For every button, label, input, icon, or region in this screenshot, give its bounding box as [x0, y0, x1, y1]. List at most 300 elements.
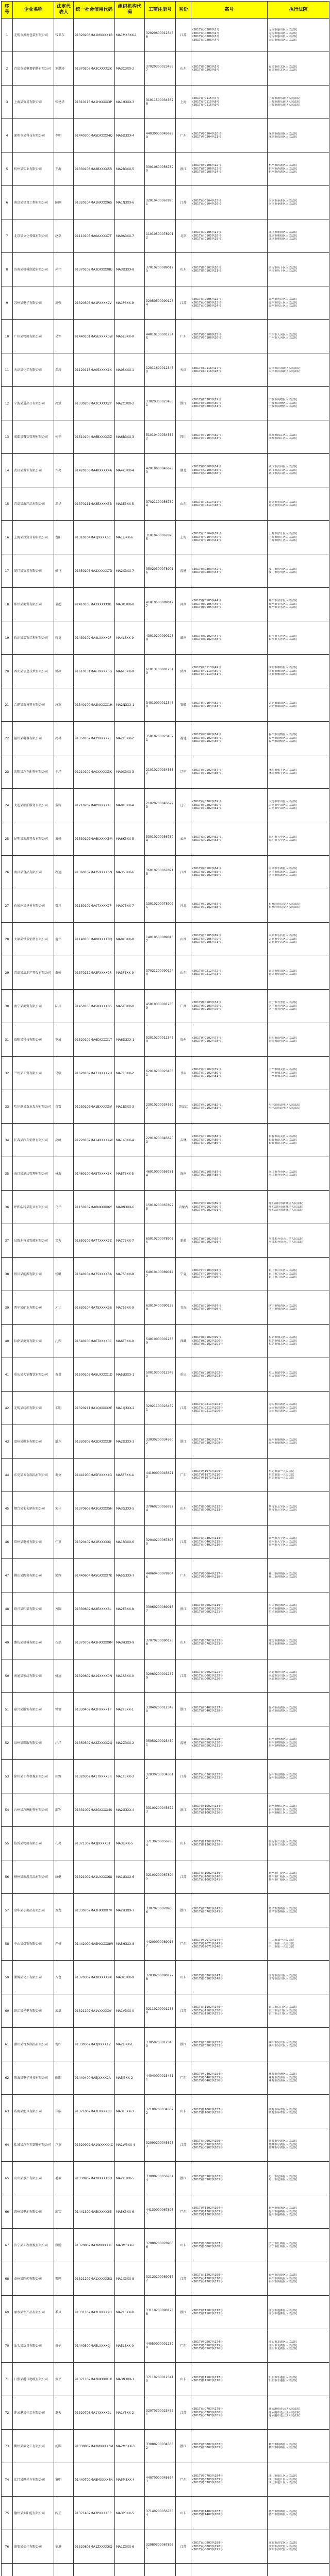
case-number: (2017)甘0102执81号: [192, 1075, 221, 1078]
row-legal-rep: 吴军: [54, 320, 74, 353]
row-province: [176, 2564, 191, 2576]
row-company-name: 银川某能源有限公司: [13, 1258, 54, 1291]
row-credit-code: 91150102MA0NXXXX6Y: [74, 1191, 115, 1224]
row-serial: 3: [2, 86, 13, 119]
row-province: 甘肃: [176, 1057, 191, 1090]
case-number: (2017)沪0104执39号: [192, 532, 221, 536]
row-org-code: MA3L3XX-3: [115, 2095, 145, 2128]
case-number: (2017)川0104执32号: [192, 433, 221, 437]
row-company-name: 天津某化工有限公司: [13, 353, 54, 387]
row-serial: 58: [2, 1927, 13, 1961]
row-legal-rep: 秦岭: [54, 956, 74, 990]
row-company-name: 沈阳某汽车配件有限公司: [13, 755, 54, 789]
case-number: (2017)新0102执92号: [192, 1237, 221, 1241]
court-name: 济南市历下区人民法院: [269, 266, 298, 269]
case-number: (2017)黑0102执82号: [192, 1103, 221, 1107]
row-province: 广东: [176, 2463, 191, 2497]
row-case-numbers: [191, 320, 268, 353]
row-org-code: MA3X3XX-8: [115, 588, 145, 621]
row-legal-rep: 程远: [54, 856, 74, 889]
row-legal-rep: 罗成: [54, 1023, 74, 1057]
row-serial: 74: [2, 2463, 13, 2497]
court-name: 大连市中山区人民法院: [269, 800, 298, 804]
case-number: (2017)浙0203执29号: [192, 398, 221, 402]
case-number: (2017)浙0402执127号: [192, 1706, 223, 1709]
court-name: 深圳市福田区人民法院: [269, 132, 298, 135]
row-case-numbers: [191, 1526, 268, 1559]
row-credit-code: 91350502MA2ZXXXX2Q: [74, 1726, 115, 1760]
court-name: 中山市第一人民法院: [269, 1945, 294, 1949]
court-name: 淮安市淮安区人民法院: [269, 2545, 298, 2548]
row-case-numbers: [191, 186, 268, 219]
case-number: (2017)宁0104执96号: [192, 1276, 221, 1279]
row-credit-code: 91110105MA0AXXXX7T: [74, 219, 115, 253]
case-number: (2017)辽0202执59号: [192, 800, 221, 804]
case-number: (2017)苏0803执191号: [192, 2548, 223, 2552]
row-legal-rep: 李明: [54, 119, 74, 152]
row-credit-code: 91370602MA3GXXXX5H: [74, 1492, 115, 1526]
case-number: (2017)晋0105执69号: [192, 934, 221, 938]
court-name: 南昌市东湖区人民法院: [269, 867, 298, 871]
case-number: (2017)晋0105执70号: [192, 937, 221, 941]
court-name: 镇江市京口区人民法院: [269, 2006, 298, 2009]
court-name: 无锡市惠山区人民法院: [269, 28, 298, 31]
row-courts: [268, 2262, 329, 2296]
court-name: 郑州市金水区人民法院: [269, 606, 298, 609]
court-name: 泰州市海陵区人民法院: [269, 2280, 298, 2284]
court-name: 常州市天宁区人民法院: [269, 1537, 298, 1540]
case-number: (2017)浙0203执30号: [192, 401, 221, 405]
court-name: 呼和浩特市新城区人民法院: [269, 1205, 303, 1209]
row-province: 江苏: [176, 19, 191, 52]
court-name: 银川市兴庆区人民法院: [269, 1272, 298, 1276]
table-row: [2, 655, 329, 688]
row-credit-code: 91420106MA4KXXXX4A: [74, 454, 115, 487]
row-reg-number: 150102000678925: [145, 1191, 176, 1224]
court-name: 兰州市城关区人民法院: [269, 1075, 298, 1078]
row-province: 山西: [176, 923, 191, 956]
court-name: 银川市兴庆区人民法院: [269, 1276, 298, 1279]
row-case-numbers: [191, 1325, 268, 1358]
case-number: (2017)粤0507执175号: [192, 2344, 223, 2347]
row-legal-rep: 钟情: [54, 1693, 74, 1726]
row-credit-code: 91331102MA2LXXXX9H: [74, 2296, 115, 2329]
row-org-code: MA2E3XX-8: [115, 1592, 145, 1626]
court-name: 成都市锦江区人民法院: [269, 437, 298, 440]
row-org-code: MA3P3XX-5: [115, 2497, 145, 2530]
row-serial: 44: [2, 1459, 13, 1492]
row-org-code: MA1Z3XX-6: [115, 2530, 145, 2564]
row-legal-rep: 蔡伦: [54, 2329, 74, 2363]
row-credit-code: 91320602MA1SXXXX0N: [74, 1659, 115, 1693]
row-credit-code: 91640104MA75XXXX8A: [74, 1258, 115, 1291]
row-case-numbers: [191, 1157, 268, 1191]
row-legal-rep: 雷鸣: [54, 2262, 74, 2296]
table-row: [2, 1760, 329, 1793]
row-serial: 29: [2, 956, 13, 990]
court-name: 佛山市禅城区人民法院: [269, 1572, 298, 1575]
case-number: (2017)粤0507执176号: [192, 2347, 223, 2351]
case-number: (2017)苏1002执141号: [192, 1878, 223, 1882]
table-row: [2, 1659, 329, 1693]
row-case-numbers: [191, 521, 268, 554]
court-name: 南通市崇川区人民法院: [269, 1674, 298, 1677]
row-province: 浙江: [176, 152, 191, 186]
row-province: 贵州: [176, 1023, 191, 1057]
row-credit-code: 91320902MA1WXXXX4C: [74, 2128, 115, 2162]
case-number: (2017)苏0104执16号: [192, 202, 221, 206]
court-name: 济宁市任城区人民法院: [269, 2242, 298, 2245]
case-number: (2017)琼0105执87号: [192, 1170, 221, 1174]
row-province: 新疆: [176, 1224, 191, 1258]
row-org-code: MA5G3XX-7: [115, 1559, 145, 1592]
court-name: 无锡市惠山区人民法院: [269, 31, 298, 35]
case-number: (2017)苏0302执132号: [192, 1773, 223, 1776]
row-legal-rep: 季风: [54, 2296, 74, 2329]
row-org-code: MA3H3XX-9: [115, 1626, 145, 1659]
row-province: 江苏: [176, 2396, 191, 2430]
row-province: 山东: [176, 52, 191, 86]
row-serial: 19: [2, 621, 13, 655]
row-courts: [268, 789, 329, 822]
court-name: 无锡市滨湖区人民法院: [269, 1403, 298, 1406]
row-company-name: 淮安某盐化有限公司: [13, 2530, 54, 2564]
row-province: 浙江: [176, 1425, 191, 1459]
court-name: 天津市滨海新区人民法院: [269, 370, 300, 373]
row-serial: 38: [2, 1258, 13, 1291]
case-number: (2017)浙1002执134号: [192, 1805, 223, 1808]
row-org-code: MA2H3XX-7: [115, 1894, 145, 1927]
row-serial: 54: [2, 1793, 13, 1827]
court-name: 潍坊市潍城区人民法院: [269, 1642, 298, 1646]
court-name: 杭州市西湖区人民法院: [269, 164, 298, 167]
case-number: (2017)浙0502执152号: [192, 2041, 223, 2044]
row-courts: [268, 889, 329, 923]
case-number: (2017)沪0104执41号: [192, 539, 221, 543]
court-name: 北京市朝阳区人民法院: [269, 234, 298, 238]
row-legal-rep: 杨帆: [54, 1258, 74, 1291]
court-name: 淄博市淄川区人民法院: [269, 1977, 298, 1980]
table-row: [2, 1425, 329, 1459]
row-legal-rep: 宋佳: [54, 1492, 74, 1526]
row-case-numbers: [191, 655, 268, 688]
case-number: (2017)闽0102执55号: [192, 736, 221, 740]
row-credit-code: 91340100MA2NXXXX1H: [74, 688, 115, 722]
row-courts: [268, 2497, 329, 2530]
court-name: 连云港市连云区人民法院: [269, 2408, 300, 2411]
row-company-name: 威海某渔具有限公司: [13, 2095, 54, 2128]
case-number: (2017)黑0102执83号: [192, 1107, 221, 1110]
row-courts: [268, 2530, 329, 2564]
table-row: [2, 1124, 329, 1157]
case-number: (2017)闽0102执56号: [192, 740, 221, 743]
row-credit-code: 91370302MA3KXXXX9X: [74, 1961, 115, 1994]
case-number: (2017)鄂0106执36号: [192, 472, 221, 476]
row-reg-number: 320302000345612: [145, 1760, 176, 1793]
row-case-numbers: [191, 1224, 268, 1258]
row-province: 江苏: [176, 1760, 191, 1793]
row-province: 河北: [176, 889, 191, 923]
court-name: 徐州市鼓楼区人民法院: [269, 1773, 298, 1776]
court-name: 南京市秦淮区人民法院: [269, 202, 298, 206]
row-case-numbers: [191, 1592, 268, 1626]
court-name: 郑州市金水区人民法院: [269, 602, 298, 606]
case-number: (2017)鄂0106执34号: [192, 465, 221, 469]
row-case-numbers: [191, 2195, 268, 2229]
row-province: 山东: [176, 1961, 191, 1994]
row-province: 海南: [176, 1157, 191, 1191]
row-credit-code: 91460100MA5TXXXX5X: [74, 1157, 115, 1191]
row-org-code: MA6T3XX-0: [115, 655, 145, 688]
table-row: [2, 2564, 329, 2576]
row-courts: [268, 1090, 329, 1124]
court-name: 绍兴市越城区人民法院: [269, 1607, 298, 1611]
table-row: [2, 353, 329, 387]
row-credit-code: 91370212MA3FXXXX9R: [74, 956, 115, 990]
court-name: 温州市鹿城区人民法院: [269, 1438, 298, 1442]
row-org-code: MA6D3XX-1: [115, 1023, 145, 1057]
row-credit-code: 91370211MA3EXXXX5B: [74, 487, 115, 521]
row-province: 江苏: [176, 1526, 191, 1559]
row-company-name: 泉州某鞋服有限公司: [13, 1726, 54, 1760]
row-reg-number: 530102000567804: [145, 822, 176, 856]
row-legal-rep: 陆川: [54, 990, 74, 1023]
row-province: 山东: [176, 956, 191, 990]
row-province: 浙江: [176, 2162, 191, 2195]
court-name: 石家庄市长安区人民法院: [269, 906, 300, 909]
row-serial: 10: [2, 320, 13, 353]
row-credit-code: 91370802MA3MXXXX7F: [74, 2229, 115, 2262]
case-number: (2017)皖0104执52号: [192, 701, 221, 705]
row-courts: [268, 2195, 329, 2229]
row-org-code: MA0K3XX-8: [115, 923, 145, 956]
court-name: 苏州市虎丘区人民法院: [269, 298, 298, 301]
court-name: 东莞市第一人民法院: [269, 1470, 294, 1473]
case-number: (2017)藏0102执100号: [192, 1339, 223, 1343]
court-name: 杭州市西湖区人民法院: [269, 167, 298, 171]
row-company-name: 温州某鞋业有限公司: [13, 1425, 54, 1459]
row-serial: 8: [2, 253, 13, 286]
row-case-numbers: [191, 923, 268, 956]
row-company-name: 石家庄某建材有限公司: [13, 889, 54, 923]
row-org-code: MA3G3XX-5: [115, 1492, 145, 1526]
row-province: 山东: [176, 2497, 191, 2530]
row-org-code: MA2M3XX-3: [115, 2430, 145, 2463]
case-number: (2017)粤1971执111号: [192, 1477, 223, 1480]
row-province: 湖南: [176, 621, 191, 655]
row-credit-code: 91440300MA5DXXXX4Q: [74, 119, 115, 152]
row-province: 浙江: [176, 2296, 191, 2329]
row-org-code: MA3C3XX-2: [115, 52, 145, 86]
case-number: (2017)京0105执19号: [192, 238, 221, 241]
row-org-code: MA1W3XX-4: [115, 2128, 145, 2162]
case-number: (2017)宁0104执94号: [192, 1269, 221, 1273]
row-reg-number: 320104000678901: [145, 186, 176, 219]
row-company-name: 汕头某玩具有限公司: [13, 2329, 54, 2363]
row-reg-number: 210102000345682: [145, 755, 176, 789]
court-name: 苏州市虎丘区人民法院: [269, 301, 298, 304]
court-name: 长沙市芙蓉区人民法院: [269, 634, 298, 638]
court-name: 嘉兴市南湖区人民法院: [269, 1706, 298, 1709]
row-courts: [268, 1860, 329, 1894]
row-courts: [268, 923, 329, 956]
row-province: 吉林: [176, 1124, 191, 1157]
row-province: 天津: [176, 353, 191, 387]
row-org-code: MA0X3XX-3: [115, 755, 145, 789]
court-name: 德州市德城区人民法院: [269, 2510, 298, 2513]
row-reg-number: 330502000123400: [145, 2028, 176, 2061]
court-name: 惠州市惠城区人民法院: [269, 2207, 298, 2210]
row-org-code: MA753XX-9: [115, 1291, 145, 1325]
row-org-code: MA1T3XX-3: [115, 1760, 145, 1793]
row-reg-number: 330902000567844: [145, 2162, 176, 2195]
row-serial: 15: [2, 487, 13, 521]
row-org-code: MA2N3XX-1: [115, 688, 145, 722]
court-name: 中山市第一人民法院: [269, 1942, 294, 1945]
table-row: [2, 2296, 329, 2329]
row-reg-number: 371402000567854: [145, 2497, 176, 2530]
row-case-numbers: [191, 1559, 268, 1592]
row-province: 福建: [176, 722, 191, 755]
court-name: 江门市蓬江区人民法院: [269, 2481, 298, 2485]
row-org-code: MA0A3XX-7: [115, 219, 145, 253]
row-case-numbers: [191, 2363, 268, 2396]
row-courts: [268, 1258, 329, 1291]
row-org-code: MA5E3XX-0: [115, 320, 145, 353]
row-org-code: MA1Q3XX-2: [115, 1392, 145, 1425]
row-org-code: MA5K3XX-0: [115, 990, 145, 1023]
table-row: [2, 1559, 329, 1592]
row-reg-number: 371102000123410: [145, 2363, 176, 2396]
row-case-numbers: [191, 2229, 268, 2262]
row-case-numbers: [191, 2564, 268, 2576]
case-number: (2017)吉0102执84号: [192, 1135, 221, 1139]
court-name: 北京市朝阳区人民法院: [269, 231, 298, 234]
court-name: 长春市南关区人民法院: [269, 1142, 298, 1145]
row-reg-number: 320703000234521: [145, 2396, 176, 2430]
case-number: (2017)辽0202执60号: [192, 803, 221, 807]
row-company-name: 泰州某医药有限公司: [13, 2262, 54, 2296]
court-name: 连云港市连云区人民法院: [269, 2411, 300, 2414]
row-serial: 62: [2, 2061, 13, 2095]
row-serial: 51: [2, 1693, 13, 1726]
row-company-name: 青岛某房地产开发有限公司: [13, 956, 54, 990]
table-row: [2, 387, 329, 420]
row-serial: 35: [2, 1157, 13, 1191]
court-name: 昆明市五华区人民法院: [269, 839, 298, 842]
row-company-name: 福州某电器有限公司: [13, 722, 54, 755]
case-number: (2017)赣0102执64号: [192, 867, 221, 871]
court-name: 绍兴市越城区人民法院: [269, 1604, 298, 1607]
row-org-code: MA353XX-6: [115, 856, 145, 889]
court-name: 无锡市滨湖区人民法院: [269, 1410, 298, 1413]
court-name: 珠海市香洲区人民法院: [269, 2079, 298, 2083]
row-company-name: 临沂某物流有限公司: [13, 1827, 54, 1860]
court-name: 南宁市青秀区人民法院: [269, 1008, 298, 1011]
row-company-name: 长沙某装饰工程有限公司: [13, 621, 54, 655]
row-province: 浙江: [176, 2028, 191, 2061]
row-legal-rep: 任重: [54, 1526, 74, 1559]
court-name: 武汉市武昌区人民法院: [269, 472, 298, 476]
row-company-name: 丽水某农产品有限公司: [13, 2296, 54, 2329]
enforcement-table: [1, 1, 329, 2576]
row-case-numbers: [191, 152, 268, 186]
case-number: (2017)豫0105执46号: [192, 606, 221, 609]
court-name: 淄博市淄川区人民法院: [269, 1974, 298, 1977]
row-org-code: MA0N3XX-6: [115, 1191, 145, 1224]
row-org-code: MA3F3XX-9: [115, 956, 145, 990]
row-courts: [268, 2095, 329, 2128]
row-serial: 12: [2, 387, 13, 420]
row-case-numbers: [191, 1894, 268, 1927]
court-name: 哈尔滨市道里区人民法院: [269, 1107, 300, 1110]
row-courts: [268, 219, 329, 253]
row-reg-number: 500103000123480: [145, 1358, 176, 1392]
row-legal-rep: [54, 2564, 74, 2576]
row-org-code: MA1J3XX-6: [115, 521, 145, 554]
court-name: 扬州市广陵区人民法院: [269, 1872, 298, 1875]
row-company-name: 武汉某置业有限公司: [13, 454, 54, 487]
row-credit-code: 91210202MA0YXXXX4L: [74, 789, 115, 822]
row-credit-code: 91320505MA1PXXXX9V: [74, 286, 115, 320]
case-number: (2017)浙0902执162号: [192, 2175, 223, 2178]
row-reg-number: 210202000456793: [145, 789, 176, 822]
row-company-name: 台州某汽摩配件有限公司: [13, 1793, 54, 1827]
row-serial: 23: [2, 755, 13, 789]
row-credit-code: 91321002MA1UXXXX6U: [74, 1860, 115, 1894]
court-name: 湖州市吴兴区人民法院: [269, 2044, 298, 2047]
row-courts: [268, 1961, 329, 1994]
row-serial: 2: [2, 52, 13, 86]
row-reg-number: 321002000678945: [145, 1860, 176, 1894]
row-case-numbers: [191, 2296, 268, 2329]
row-reg-number: 320211000234591: [145, 1392, 176, 1425]
court-name: 海口市秀英区人民法院: [269, 1174, 298, 1177]
row-reg-number: 610131000012349: [145, 655, 176, 688]
row-reg-number: 320803000678965: [145, 2530, 176, 2564]
row-credit-code: 91650102MA77XXXX7Z: [74, 1224, 115, 1258]
row-reg-number: 630104000901258: [145, 1291, 176, 1325]
case-number: (2017)京0105执18号: [192, 234, 221, 238]
row-courts: [268, 554, 329, 588]
row-org-code: MA2G3XX-4: [115, 1793, 145, 1827]
court-name: 乌鲁木齐市天山区人民法院: [269, 1237, 303, 1241]
table-row: [2, 1626, 329, 1659]
row-credit-code: 91410105MA3XXXXX8E: [74, 588, 115, 621]
court-name: 日照市东港区人民法院: [269, 2376, 298, 2379]
row-courts: [268, 1325, 329, 1358]
row-legal-rep: 谢文: [54, 1459, 74, 1492]
row-credit-code: 91441900MA5FXXXX4G: [74, 1459, 115, 1492]
case-number: (2017)苏0803执190号: [192, 2545, 223, 2548]
table-row: [2, 923, 329, 956]
table-row: [2, 2463, 329, 2497]
row-serial: 67: [2, 2229, 13, 2262]
court-name: 天津市滨海新区人民法院: [269, 366, 300, 370]
row-legal-rep: 乌兰: [54, 1191, 74, 1224]
row-case-numbers: [191, 1726, 268, 1760]
row-credit-code: 91310104MA1JXXXX6C: [74, 521, 115, 554]
court-name: 福州市鼓楼区人民法院: [269, 740, 298, 743]
row-province: 浙江: [176, 2430, 191, 2463]
court-name: 长春市南关区人民法院: [269, 1135, 298, 1139]
row-org-code: MA1MX3XX-1: [115, 19, 145, 52]
row-courts: [268, 755, 329, 789]
court-name: 兰州市城关区人民法院: [269, 1068, 298, 1072]
row-company-name: 扬州某旅游用品有限公司: [13, 1860, 54, 1894]
row-province: 内蒙古: [176, 1191, 191, 1224]
court-name: 台州市椒江区人民法院: [269, 1805, 298, 1808]
